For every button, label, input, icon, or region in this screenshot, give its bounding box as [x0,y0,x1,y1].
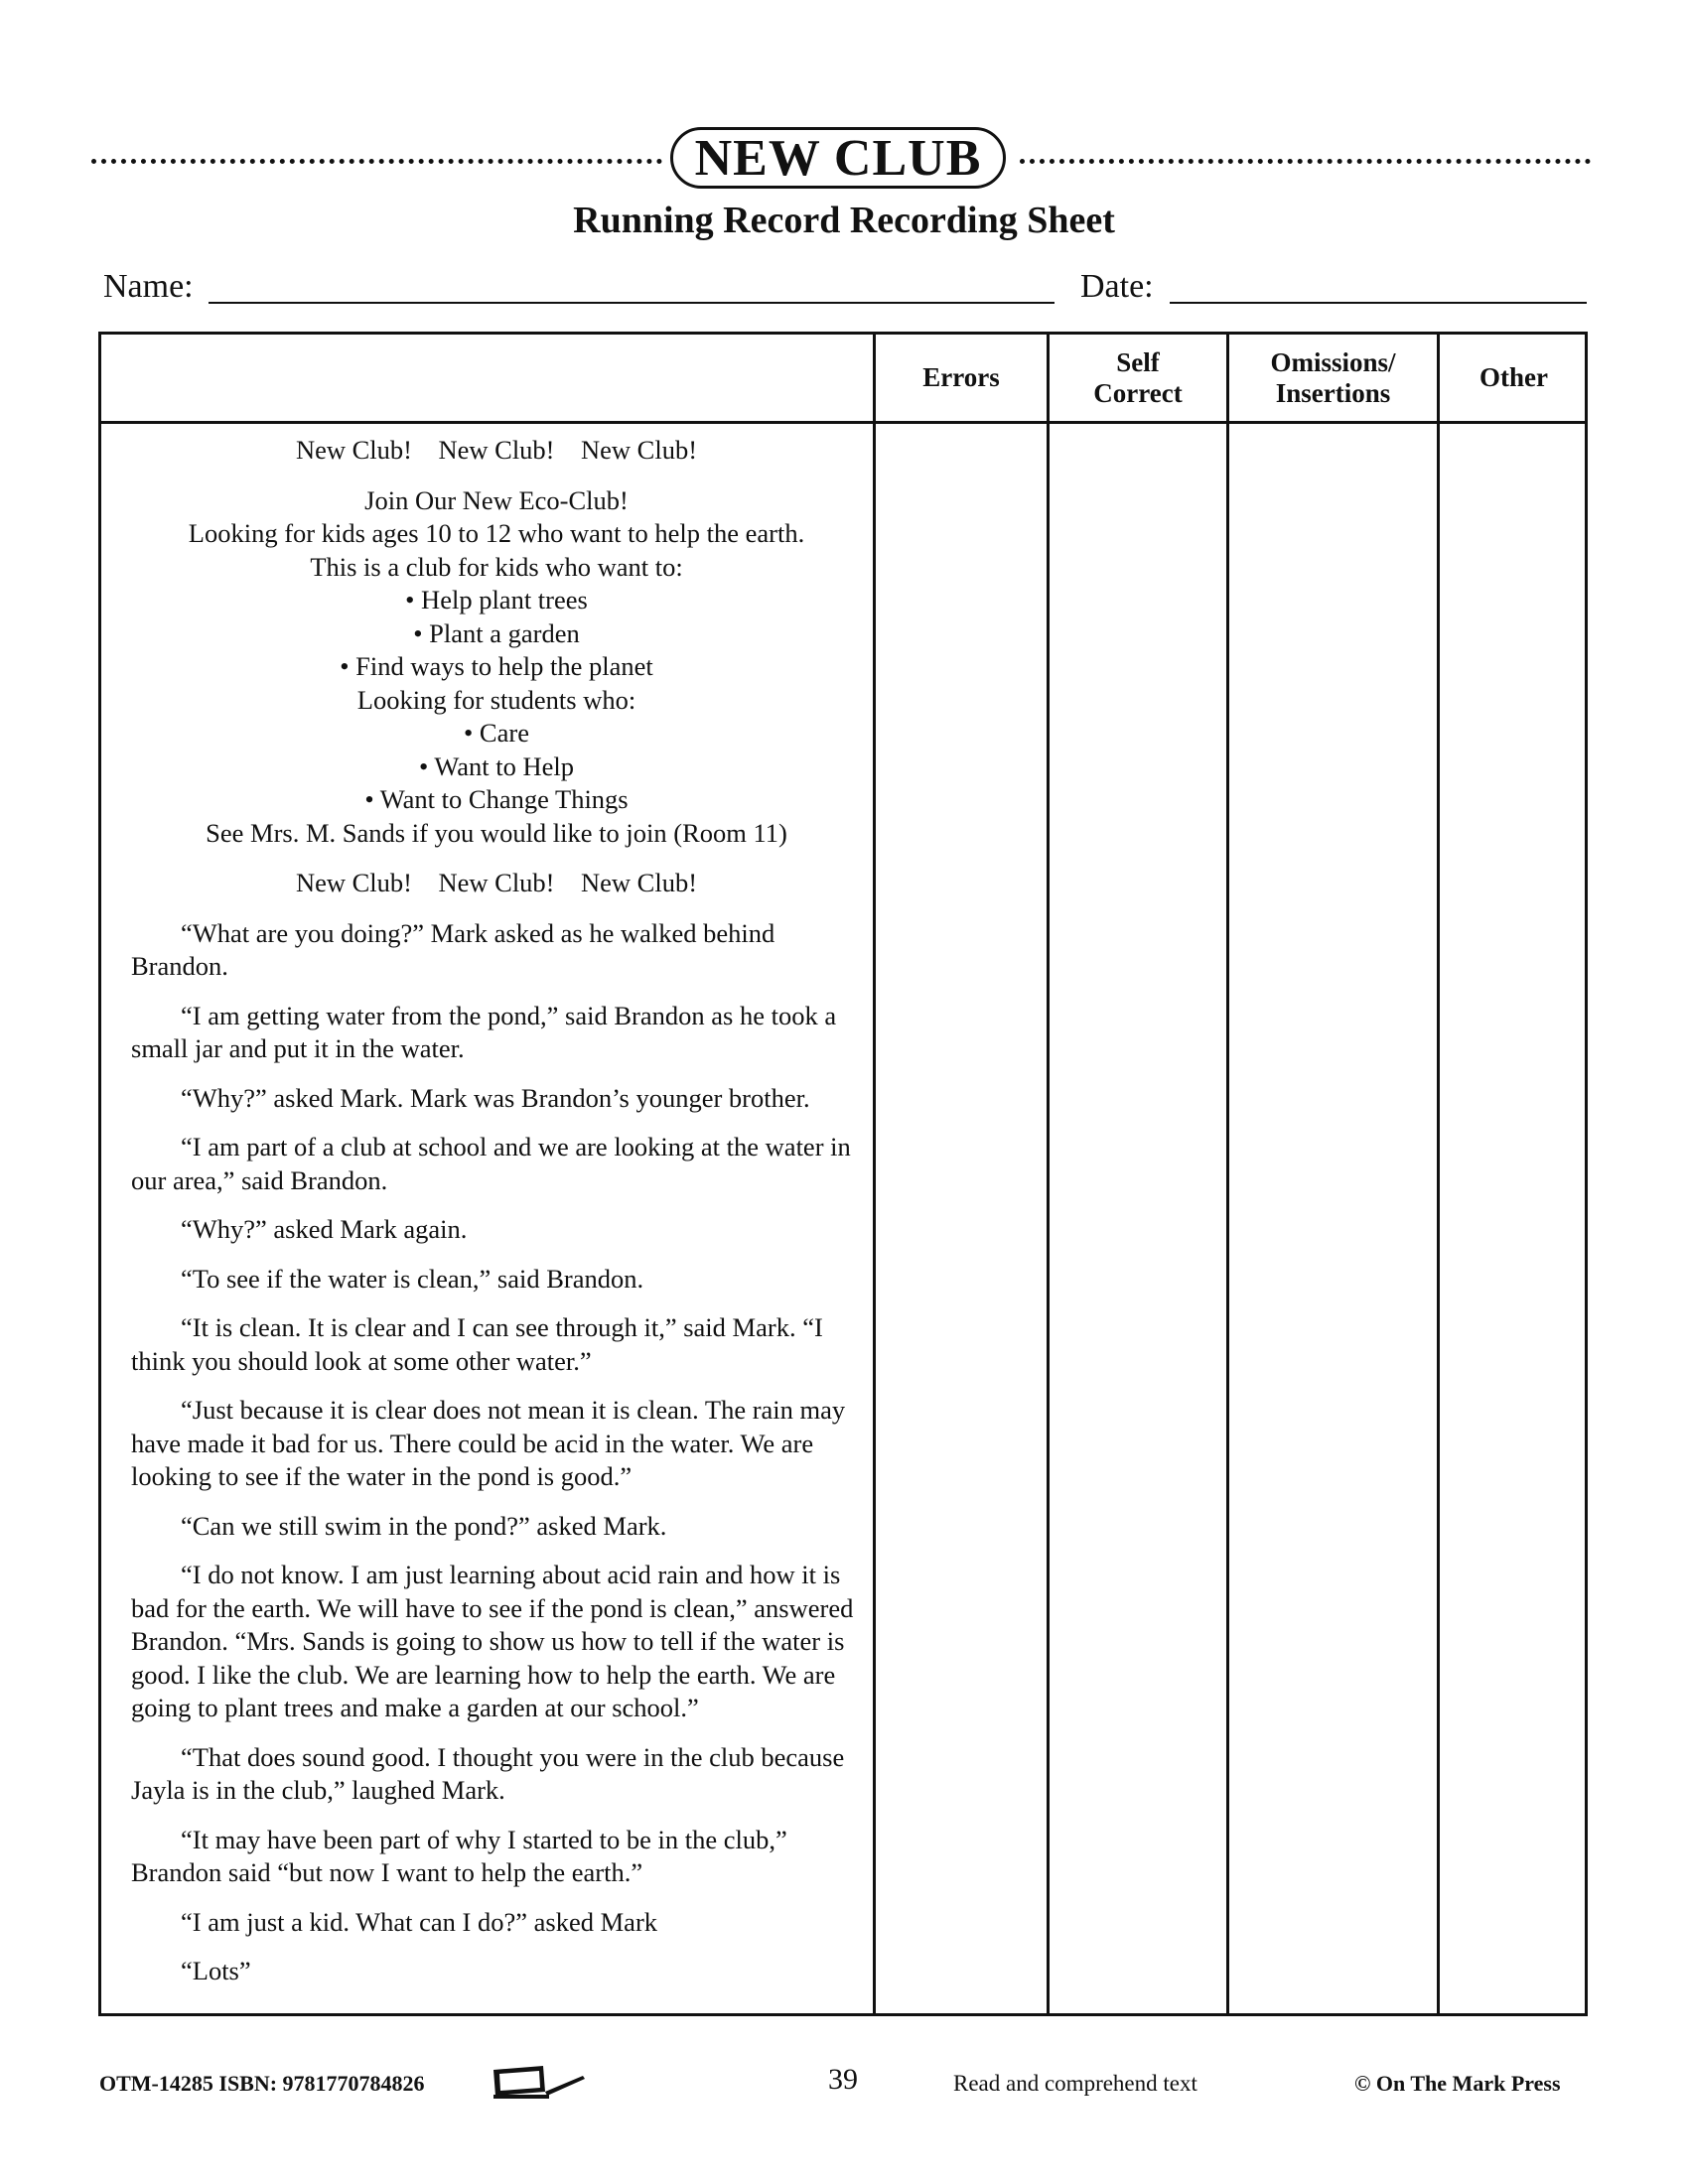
title-band [91,127,1591,197]
date-label: Date: [1080,268,1154,305]
club-poster [101,434,892,900]
recording-table [98,332,1588,2016]
column-divider [1047,335,1050,2013]
poster-line: • Find ways to help the planet [340,651,653,681]
story-paragraphs [131,917,866,1988]
story-paragraph: “Why?” asked Mark. Mark was Brandon’s younger brother. [181,1082,810,1113]
page-number: 39 [828,2063,858,2096]
poster-line: New Club! New Club! New Club! [295,435,698,465]
poster-line: • Want to Help [418,751,575,781]
column-header-self-correct: Self Correct [1093,346,1183,408]
column-divider [1437,335,1440,2013]
poster-line: Join Our New Eco-Club! [364,484,629,515]
poster-line: • Help plant trees [405,585,588,614]
story-paragraph: “It is clean. It is clear and I can see through it,” said Mark. “I think you should look at some other water.” [131,1312,823,1376]
poster-line: • Want to Change Things [364,784,629,814]
story-paragraph: “That does sound good. I thought you were in the club because Jayla is in the club,” laughed Mark. [131,1741,845,1805]
poster-line: Looking for kids ages 10 to 12 who want to help the earth. [188,518,805,548]
poster-line: New Club! New Club! New Club! [295,868,698,897]
story-paragraph: “I am just a kid. What can I do?” asked Mark [181,1906,658,1937]
story-paragraph: “I am getting water from the pond,” said Brandon as he took a small jar and put it in the water. [131,1000,837,1063]
name-field[interactable] [209,302,1055,304]
story-paragraph: “Can we still swim in the pond?” asked Mark. [181,1510,667,1541]
copyright: © On The Mark Press [1354,2071,1561,2096]
poster-line: • Plant a garden [413,617,580,648]
poster-line: See Mrs. M. Sands if you would like to join (Room 11) [206,817,787,848]
poster-line: This is a club for kids who want to: [310,551,683,582]
story-paragraph: “What are you doing?” Mark asked as he walked behind Brandon. [131,917,775,981]
poster-line: Looking for students who: [356,684,636,715]
column-divider [1226,335,1229,2013]
book-icon [492,2062,587,2100]
name-label: Name: [103,268,194,305]
dotted-rule-left [91,159,662,164]
column-header-omissions-insertions: Omissions/ Insertions [1270,346,1396,408]
page-title: NEW CLUB [670,127,1006,189]
poster-line: • Care [464,718,529,748]
story-paragraph: “It may have been part of why I started to be in the club,” Brandon said “but now I want to help the earth.” [131,1824,787,1887]
dotted-rule-right [1020,159,1591,164]
story-paragraph: “Why?” asked Mark again. [181,1214,468,1244]
story-paragraph: “I am part of a club at school and we are looking at the water in our area,” said Brandon. [131,1132,851,1195]
page-subtitle: Running Record Recording Sheet [573,200,1115,241]
footer-code: OTM-14285 ISBN: 9781770784826 [99,2071,425,2096]
column-header-other: Other [1479,362,1548,392]
story-paragraph: “I do not know. I am just learning about acid rain and how it is bad for the earth. We will have to see if the pond is clean,” answered Brandon. “Mrs. Sands is going to show us how to tell if the water is good. I like the club. We are learning how to help the earth. We are going to plant trees and make a garden at our school.” [131,1560,854,1722]
date-field[interactable] [1170,302,1587,304]
column-header-errors: Errors [922,362,1000,392]
story-paragraph: “To see if the water is clean,” said Brandon. [181,1263,644,1294]
story-paragraph: “Lots” [181,1956,251,1985]
reading-passage [131,434,866,2004]
skill-label: Read and comprehend text [953,2071,1197,2096]
story-paragraph: “Just because it is clear does not mean it is clean. The rain may have made it bad for us. There could be acid in the water. We are looking to see if the water in the pond is good.” [131,1395,846,1491]
header-divider [101,421,1585,424]
